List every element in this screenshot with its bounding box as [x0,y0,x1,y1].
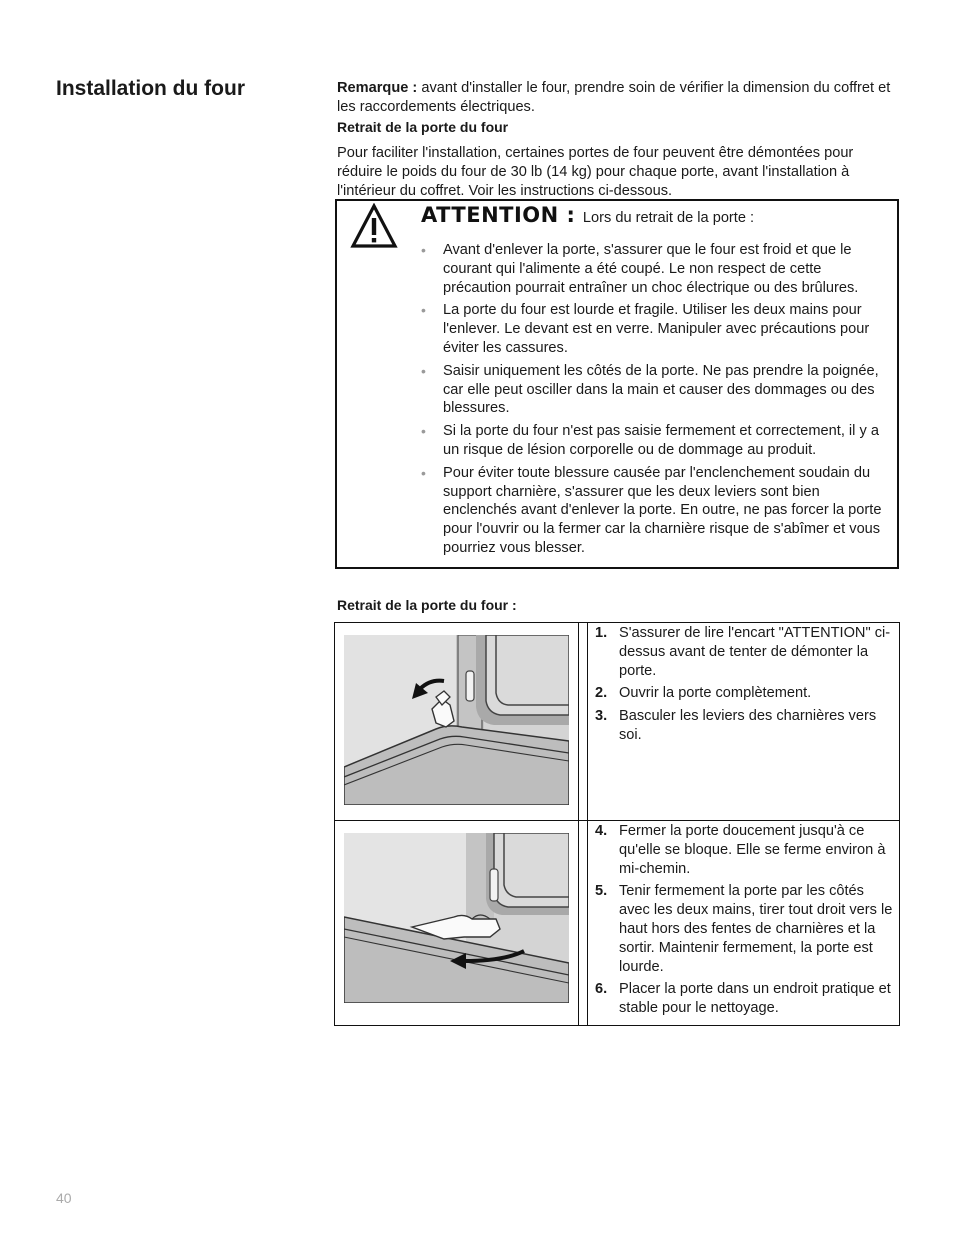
attention-item: • Saisir uniquement les côtés de la porte. Ne pas prendre la poignée, car elle peut osciller dans la main et causer des dommages ou des blessures. [421,362,879,417]
attention-item: • La porte du four est lourde et fragile. Utiliser les deux mains pour l'enlever. Le devant est en verre. Manipuler avec précautions pour éviter les cassures. [421,302,870,356]
attention-item: • Si la porte du four n'est pas saisie fermement et correctement, il y a un risque de lésion corporelle ou de dommage au produit. [421,423,879,458]
step-number: 3. [595,708,608,725]
installation-note [337,79,899,117]
step-number: 2. [595,685,608,702]
door-removal-heading: Retrait de la porte du four [337,118,509,135]
step-text: Ouvrir la porte complètement. [619,685,812,702]
bullet-icon: • [421,464,426,481]
column-divider [578,623,579,1025]
hinge-lever-rotate-illustration [344,635,569,805]
attention-item: • Avant d'enlever la porte, s'assurer que le four est froid et que le courant qui l'alimente a été coupé. Le non respect de cette précaution pourrait entraîner un choc électrique ou des brûlures. [421,242,859,296]
step-text: Basculer les leviers des charnières vers soi. [619,708,877,743]
step-number: 5. [595,883,608,900]
attention-heading [421,203,754,227]
column-divider [587,623,588,1025]
step-item [595,822,895,878]
step-item [595,980,895,1018]
step-item [595,624,895,680]
bullet-icon: • [421,362,426,379]
attention-list [421,241,889,562]
steps-table [334,622,900,1026]
bullet-icon: • [421,302,426,319]
door-lift-out-illustration [344,833,569,1003]
section-title: Installation du four [56,77,245,100]
step-item [595,882,895,976]
note-label: Remarque : [337,80,418,96]
row-divider [335,820,899,821]
step-item [595,684,895,703]
attention-subtitle: Lors du retrait de la porte : [582,210,755,226]
attention-item: • Pour éviter toute blessure causée par l'enclenchement soudain du support charnière, s'assurer que les deux leviers sont bien enclenchés avant d'enlever la porte. En outre, ne pas forcer la porte pour l'ouvrir ou la fermer car la charnière risque de s'abîmer et vous pourriez vous blesser. [421,464,882,556]
step-item [595,707,895,745]
content-column [337,79,899,201]
warning-triangle-icon [350,203,398,249]
step-number: 1. [595,625,608,641]
bullet-icon: • [421,242,426,258]
step-text: S'assurer de lire l'encart "ATTENTION" ci-dessus avant de tenter de démonter la porte. [619,625,891,679]
note-text: avant d'installer le four, prendre soin de vérifier la dimension du coffret et les raccordements électriques. [337,80,891,115]
steps-list-1 [595,624,895,749]
step-number: 6. [595,981,608,998]
step-text: Fermer la porte doucement jusqu'à ce qu'elle se bloque. Elle se ferme environ à mi-chemin. [619,823,886,877]
step-text: Placer la porte dans un endroit pratique et stable pour le nettoyage. [619,981,891,1017]
step-text: Tenir fermement la porte par les côtés avec les deux mains, tirer tout droit vers le haut hors des fentes de charnières et la sortir. Maintenir fermement, la porte est lourde. [619,883,893,975]
bullet-icon: • [421,423,426,440]
intro-paragraph: Pour faciliter l'installation, certaines portes de four peuvent être démontées pour réduire le poids du four de 30 lb (14 kg) pour chaque porte, avant l'installation à l'intérieur du coffret. Voir les instructions ci-dessous. [337,145,854,199]
steps-list-2 [595,822,895,1022]
steps-heading: Retrait de la porte du four : [337,597,517,613]
step-number: 4. [595,823,608,839]
attention-word: ATTENTION : [421,203,576,227]
page-number: 40 [56,1190,72,1206]
attention-box [335,199,899,569]
